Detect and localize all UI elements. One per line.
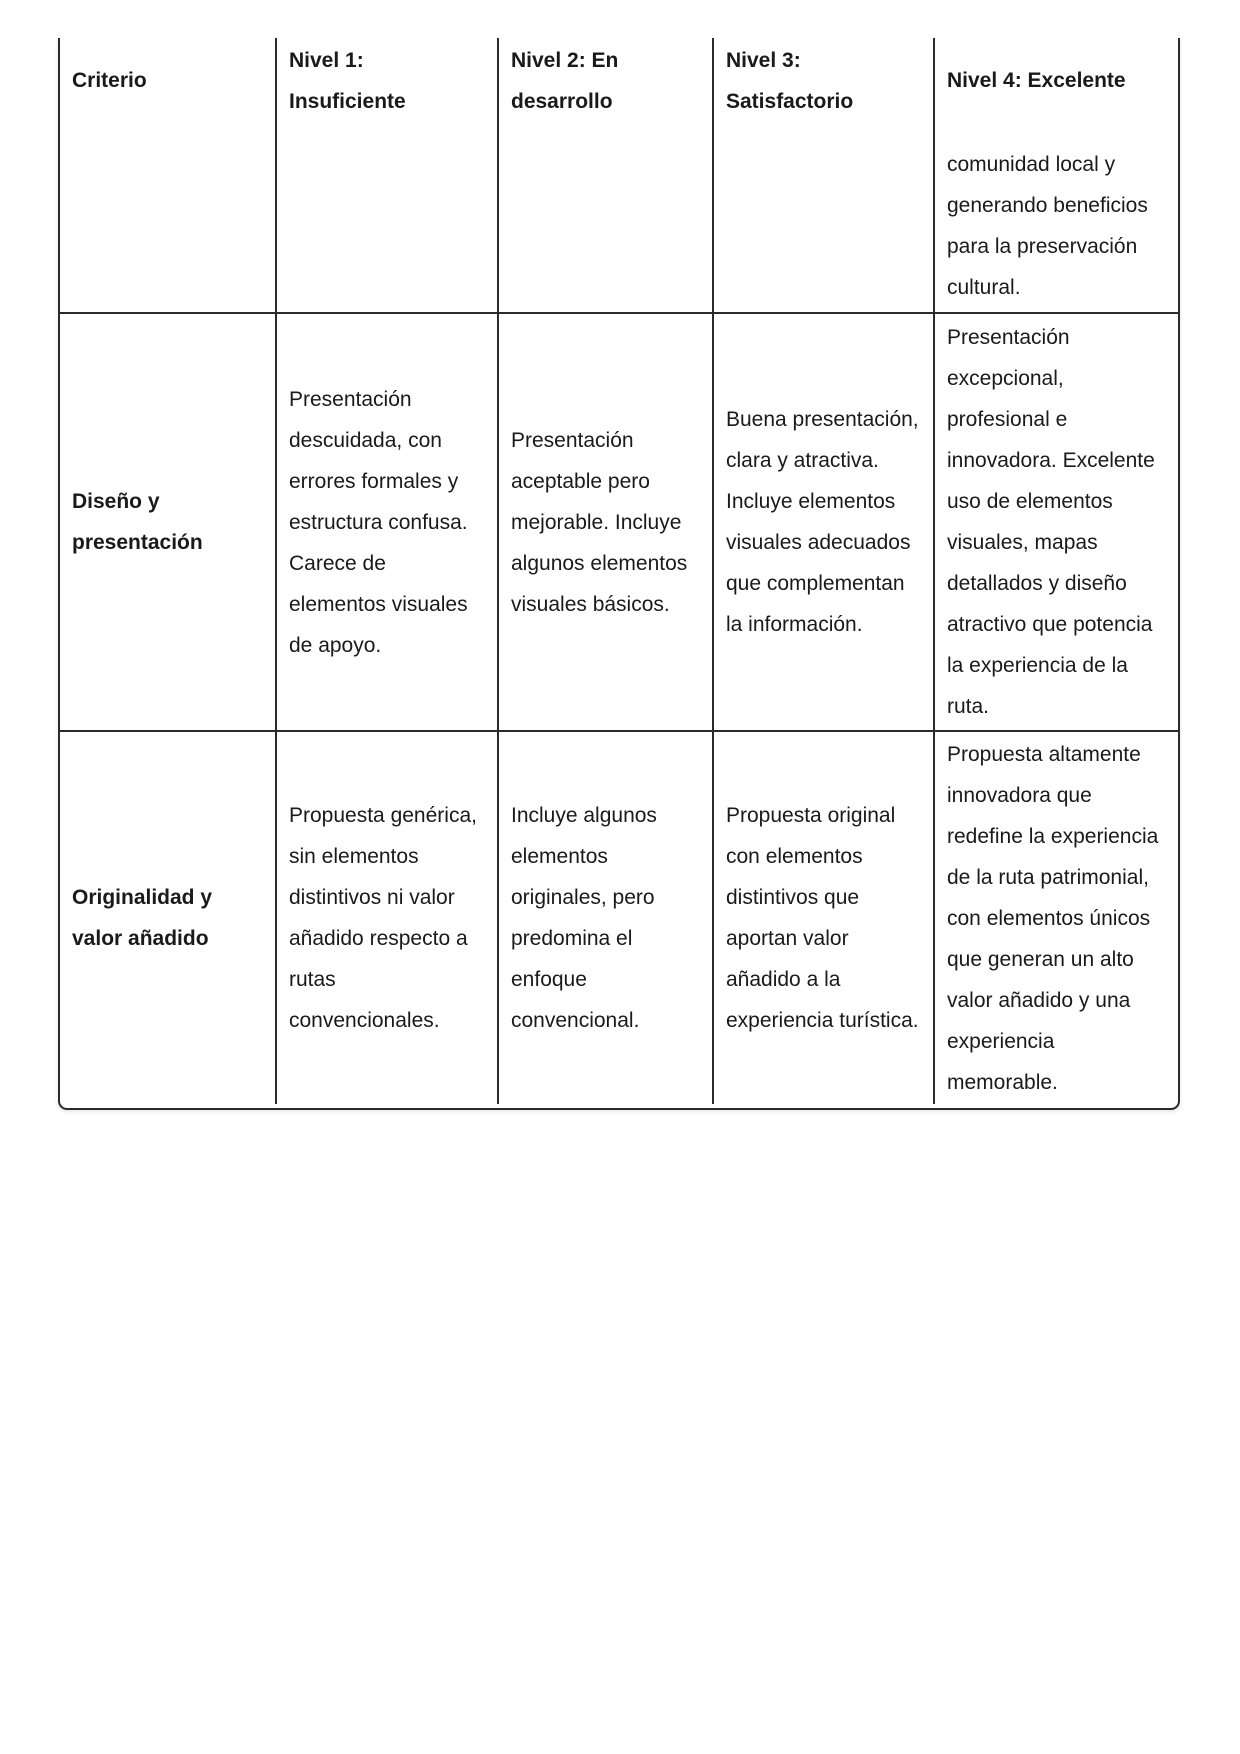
cell-empty bbox=[276, 144, 498, 313]
rubric-table bbox=[60, 38, 1178, 1104]
cell-nivel-4: Presentación excepcional, profesional e innovadora. Excelente uso de elementos visuales, mapas detallados y diseño atractivo que potencia la experiencia de la ruta. bbox=[934, 313, 1178, 731]
cell-nivel-4: Propuesta altamente innovadora que redefine la experiencia de la ruta patrimonial, con elementos únicos que generan un alto valor añadido y una experiencia memorable. bbox=[934, 731, 1178, 1104]
cell-nivel-2: Presentación aceptable pero mejorable. Incluye algunos elementos visuales básicos. bbox=[498, 313, 713, 731]
rubric-table-container bbox=[58, 38, 1180, 1110]
cell-empty bbox=[498, 144, 713, 313]
header-nivel-1: Nivel 1: Insuficiente bbox=[276, 38, 498, 144]
cell-nivel-1: Presentación descuidada, con errores formales y estructura confusa. Carece de elementos visuales de apoyo. bbox=[276, 313, 498, 731]
table-row bbox=[60, 313, 1178, 731]
cell-criterio: Diseño y presentación bbox=[60, 313, 276, 731]
cell-nivel-3: Propuesta original con elementos distintivos que aportan valor añadido a la experiencia turística. bbox=[713, 731, 934, 1104]
header-nivel-4: Nivel 4: Excelente bbox=[934, 38, 1178, 144]
cell-empty bbox=[60, 144, 276, 313]
cell-criterio: Originalidad y valor añadido bbox=[60, 731, 276, 1104]
header-criterio: Criterio bbox=[72, 69, 147, 92]
cell-continuation-nivel-4: comunidad local y generando beneficios para la preservación cultural. bbox=[934, 144, 1178, 313]
cell-nivel-2: Incluye algunos elementos originales, pero predomina el enfoque convencional. bbox=[498, 731, 713, 1104]
table-header-row bbox=[60, 38, 1178, 144]
table-row-continuation bbox=[60, 144, 1178, 313]
header-nivel-2: Nivel 2: En desarrollo bbox=[498, 38, 713, 144]
table-row bbox=[60, 731, 1178, 1104]
cell-nivel-3: Buena presentación, clara y atractiva. Incluye elementos visuales adecuados que complementan la información. bbox=[713, 313, 934, 731]
header-nivel-3: Nivel 3: Satisfactorio bbox=[713, 38, 934, 144]
cell-nivel-1: Propuesta genérica, sin elementos distintivos ni valor añadido respecto a rutas convencionales. bbox=[276, 731, 498, 1104]
cell-empty bbox=[713, 144, 934, 313]
